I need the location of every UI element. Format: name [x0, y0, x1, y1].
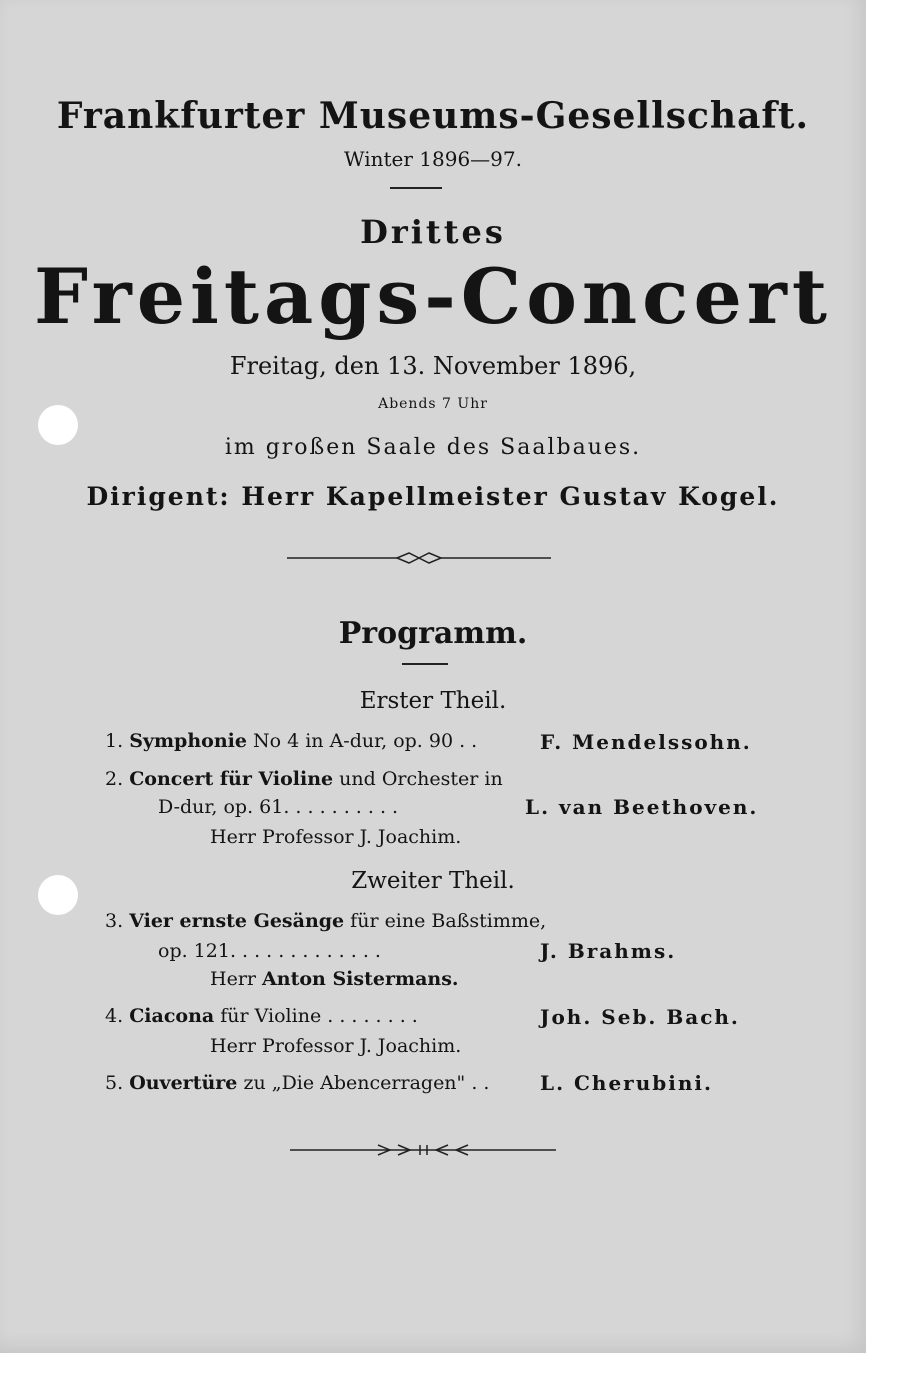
- performer: [210, 968, 459, 990]
- programme-item: [105, 768, 503, 790]
- work-detail: No 4 in A-dur, op. 90 . .: [253, 730, 478, 752]
- performer: [210, 826, 461, 848]
- ornament-divider: [287, 550, 551, 566]
- part-heading: Erster Theil.: [359, 688, 507, 714]
- society-name: Frankfurter Museums-Gesellschaft.: [56, 95, 810, 137]
- item-number: 2.: [105, 768, 124, 790]
- composer: F. Mendelssohn.: [540, 730, 752, 754]
- work-title: Ouvertüre: [129, 1072, 238, 1094]
- item-number: 5.: [105, 1072, 124, 1094]
- item-number: 4.: [105, 1005, 124, 1027]
- part-heading: Zweiter Theil.: [351, 868, 515, 894]
- work-title: Concert für Violine: [129, 768, 334, 790]
- season: Winter 1896—97.: [344, 147, 522, 171]
- programme-item: [105, 910, 546, 932]
- concert-title: Freitags-Concert: [34, 252, 832, 341]
- work-detail: für Violine . . . . . . . .: [220, 1005, 418, 1027]
- programme-item: [105, 730, 477, 752]
- venue: im großen Saale des Saalbaues.: [224, 435, 642, 460]
- work-title: Vier ernste Gesänge: [129, 910, 345, 932]
- divider-rule: [402, 663, 448, 665]
- ornament-divider: [290, 1142, 556, 1158]
- composer: J. Brahms.: [540, 939, 677, 963]
- conductor: Dirigent: Herr Kapellmeister Gustav Kogel.: [86, 482, 780, 511]
- concert-date: Freitag, den 13. November 1896,: [229, 352, 637, 380]
- performer-prefix: Herr: [210, 968, 256, 990]
- programme-item: [105, 1072, 489, 1094]
- performer-prefix: Herr: [210, 1035, 256, 1057]
- item-number: 1.: [105, 730, 124, 752]
- composer: L. van Beethoven.: [525, 795, 759, 819]
- composer: Joh. Seb. Bach.: [540, 1005, 740, 1029]
- work-detail: zu „Die Abencerragen" . .: [243, 1072, 490, 1094]
- composer: L. Cherubini.: [540, 1071, 713, 1095]
- work-title: Ciacona: [129, 1005, 215, 1027]
- work-title: Symphonie: [129, 730, 247, 752]
- programme-heading: Programm.: [338, 616, 528, 651]
- work-detail-continued: D-dur, op. 61. . . . . . . . . .: [158, 796, 399, 818]
- concert-ordinal: Drittes: [360, 213, 506, 251]
- divider-rule: [390, 187, 442, 189]
- performer-name: Professor J. Joachim.: [262, 1035, 462, 1057]
- performer-name: Professor J. Joachim.: [262, 826, 462, 848]
- work-detail-continued: op. 121. . . . . . . . . . . . .: [158, 940, 381, 962]
- work-detail: für eine Baßstimme,: [350, 910, 547, 932]
- item-number: 3.: [105, 910, 124, 932]
- programme-item: [105, 1005, 418, 1027]
- performer: [210, 1035, 461, 1057]
- concert-time: Abends 7 Uhr: [378, 396, 488, 412]
- work-detail: und Orchester in: [339, 768, 503, 790]
- performer-prefix: Herr: [210, 826, 256, 848]
- performer-name: Anton Sistermans.: [262, 968, 459, 990]
